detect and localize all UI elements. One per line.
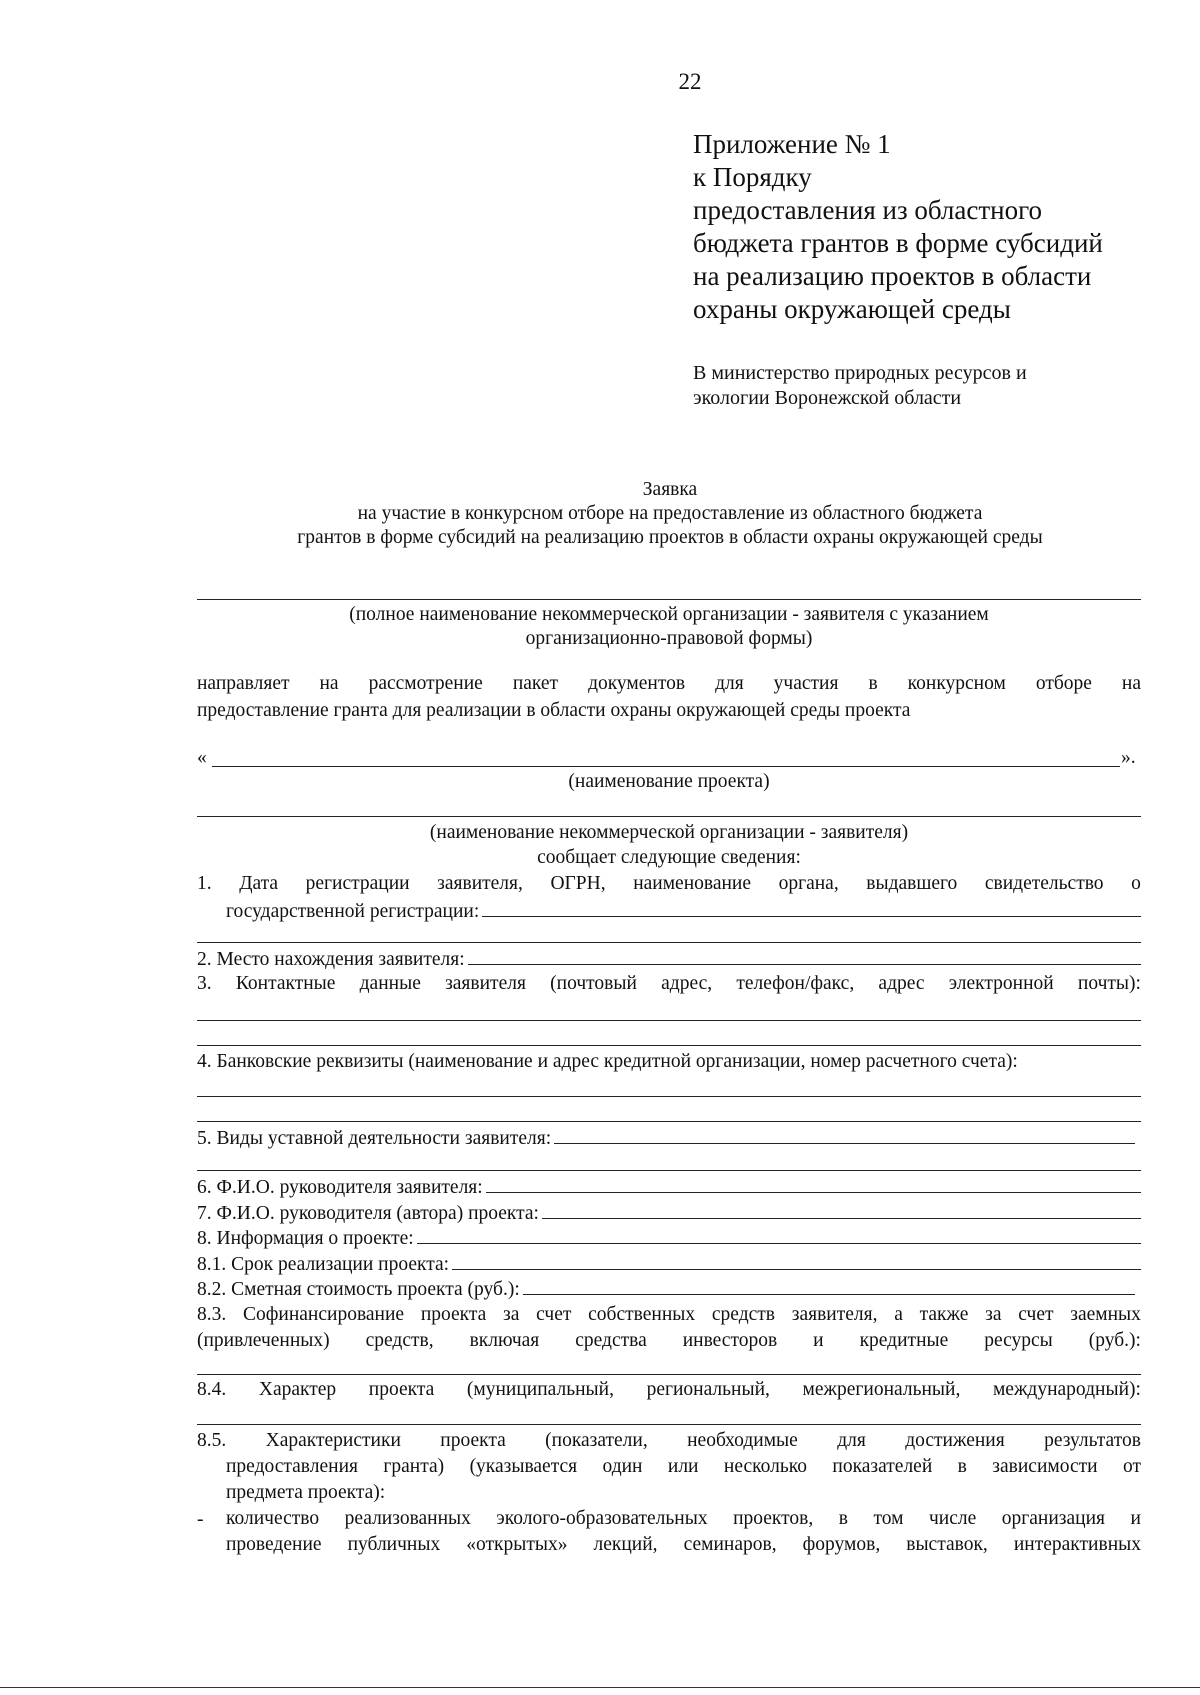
word: эколого-образовательных <box>496 1508 708 1529</box>
word: направляет <box>197 673 290 694</box>
word: телефон/факс, <box>736 973 855 994</box>
author-name-field[interactable] <box>542 1200 1141 1219</box>
word: для <box>715 673 744 694</box>
word: форумов, <box>802 1534 881 1555</box>
org-short-name-caption: (наименование некоммерческой организации - заявителя) <box>429 822 909 843</box>
item-1-label: государственной регистрации: <box>226 901 480 922</box>
contacts-field[interactable] <box>197 1045 1141 1046</box>
word: Софинансирование <box>243 1304 405 1325</box>
word: органа, <box>778 873 839 894</box>
item-4-label: 4. Банковские реквизиты (наименование и адрес кредитной организации, номер расчетного счета): <box>197 1051 1018 1072</box>
word: ОГРН, <box>550 873 606 894</box>
word: числе <box>928 1508 977 1529</box>
appendix-line: к Порядку <box>693 162 812 192</box>
word: гранта) <box>383 1456 445 1477</box>
appendix-line: предоставления из областного <box>693 195 1043 225</box>
appendix-line: на реализацию проектов в области <box>693 261 1092 291</box>
item-8-4-line <box>197 1379 1141 1401</box>
word: организация <box>1001 1508 1105 1529</box>
bullet-marker: - <box>197 1509 204 1530</box>
org-full-name-caption <box>197 603 1141 651</box>
word: конкурсном <box>907 673 1006 694</box>
word: межрегиональный, <box>802 1379 961 1400</box>
title-line: Заявка <box>642 479 698 500</box>
item-8-2-label: 8.2. Сметная стоимость проекта (руб.): <box>197 1279 520 1300</box>
word: участия <box>773 673 839 694</box>
head-name-field[interactable] <box>486 1174 1141 1193</box>
word: заявителя, <box>437 873 523 894</box>
caption-line: (полное наименование некоммерческой организации - заявителя с указанием <box>349 604 989 625</box>
appendix-line: охраны окружающей среды <box>693 294 1011 324</box>
word: интерактивных <box>1013 1534 1141 1555</box>
word: проекта <box>368 1379 435 1400</box>
document-title <box>150 478 1190 550</box>
word: (руб.): <box>1088 1330 1141 1351</box>
word: Характеристики <box>265 1430 401 1451</box>
word: адрес <box>878 973 925 994</box>
word: проекта <box>440 1430 506 1451</box>
word: средств, <box>365 1330 434 1351</box>
activities-field-extra[interactable] <box>197 1170 1141 1171</box>
cost-field[interactable] <box>523 1276 1135 1295</box>
org-full-name-field[interactable] <box>197 599 1141 600</box>
word: (показатели, <box>545 1430 648 1451</box>
activities-field[interactable] <box>554 1125 1135 1144</box>
sends-line-1 <box>197 673 1141 695</box>
item-5 <box>197 1125 1135 1151</box>
quote-open: « <box>197 747 207 768</box>
word: и <box>813 1330 824 1351</box>
word: счет <box>536 1304 572 1325</box>
cofinancing-field[interactable] <box>197 1374 1141 1375</box>
addressee <box>693 361 1027 411</box>
word: предоставления <box>226 1456 358 1477</box>
word: пакет <box>512 673 559 694</box>
word: ресурсы <box>984 1330 1053 1351</box>
word: документов <box>588 673 686 694</box>
word: Дата <box>239 873 279 894</box>
word: (привлеченных) <box>197 1330 330 1351</box>
word: 1. <box>197 873 212 894</box>
bullet-line-2 <box>226 1534 1141 1556</box>
item-7 <box>197 1200 1141 1226</box>
word: в <box>868 673 878 694</box>
item-5-label: 5. Виды уставной деятельности заявителя: <box>197 1128 552 1149</box>
duration-field[interactable] <box>452 1251 1141 1270</box>
registration-field[interactable] <box>482 898 1141 917</box>
item-8-3-line-1 <box>197 1304 1141 1326</box>
item-2 <box>197 946 1141 972</box>
word: в <box>838 1508 848 1529</box>
page-bottom-edge <box>0 1687 1200 1688</box>
word: за <box>985 1304 1002 1325</box>
project-name-caption: (наименование проекта) <box>568 771 770 792</box>
location-field[interactable] <box>468 946 1141 965</box>
word: международный): <box>992 1379 1141 1400</box>
word: а <box>894 1304 903 1325</box>
word: для <box>837 1430 866 1451</box>
item-3-line <box>197 973 1141 995</box>
bullet-line-1 <box>226 1508 1141 1530</box>
word: Характер <box>258 1379 337 1400</box>
word: 3. <box>197 973 212 994</box>
word: на <box>319 673 339 694</box>
word: 8.3. <box>197 1304 227 1325</box>
word: Контактные <box>235 973 336 994</box>
item-1-line-2 <box>226 898 1141 924</box>
word: наименование <box>633 873 752 894</box>
appendix-line: бюджета грантов в форме субсидий <box>693 228 1103 258</box>
item-1-extra-field[interactable] <box>197 942 1141 943</box>
word: том <box>873 1508 904 1529</box>
item-8-label: 8. Информация о проекте: <box>197 1228 414 1249</box>
word: «открытых» <box>466 1534 568 1555</box>
word: в <box>957 1456 967 1477</box>
word: кредитные <box>859 1330 949 1351</box>
title-line: на участие в конкурсном отборе на предоставление из областного бюджета <box>357 503 983 524</box>
word: выдавшего <box>866 873 958 894</box>
word: (муниципальный, <box>466 1379 614 1400</box>
word: отборе <box>1035 673 1092 694</box>
word: зависимости <box>992 1456 1098 1477</box>
item-6 <box>197 1174 1141 1200</box>
item-8-1-label: 8.1. Срок реализации проекта: <box>197 1254 450 1275</box>
word: показателей <box>832 1456 933 1477</box>
word: собственных <box>588 1304 696 1325</box>
quote-close: ». <box>1121 747 1136 768</box>
item-8-3-line-2 <box>197 1330 1141 1352</box>
item-1-line-1 <box>197 873 1141 895</box>
word: средств <box>711 1304 775 1325</box>
word: несколько <box>723 1456 807 1477</box>
word: региональный, <box>646 1379 770 1400</box>
word: (указывается <box>469 1456 578 1477</box>
word: результатов <box>1044 1430 1141 1451</box>
addressee-line: В министерство природных ресурсов и <box>693 362 1027 384</box>
project-character-field[interactable] <box>197 1424 1141 1425</box>
word: или <box>667 1456 699 1477</box>
word: электронной <box>948 973 1054 994</box>
word: данные <box>359 973 421 994</box>
project-name-field[interactable] <box>212 766 1120 767</box>
appendix-header <box>693 128 1103 326</box>
word: лекций, <box>593 1534 658 1555</box>
word: включая <box>469 1330 540 1351</box>
word: заявителя, <box>791 1304 878 1325</box>
bank-details-field[interactable] <box>197 1096 1141 1097</box>
word: от <box>1122 1456 1141 1477</box>
word: средства <box>575 1330 647 1351</box>
item-8-1 <box>197 1251 1141 1277</box>
contacts-field[interactable] <box>197 1020 1141 1021</box>
project-info-field[interactable] <box>417 1225 1141 1244</box>
item-8-2 <box>197 1276 1135 1302</box>
addressee-line: экологии Воронежской области <box>693 387 962 409</box>
word: 8.4. <box>197 1379 227 1400</box>
word: заявителя <box>445 973 526 994</box>
word: (почтовый <box>550 973 637 994</box>
word: инвесторов <box>682 1330 778 1351</box>
word: также <box>919 1304 969 1325</box>
item-7-label: 7. Ф.И.О. руководителя (автора) проекта: <box>197 1203 539 1224</box>
word: адрес, <box>661 973 713 994</box>
word: семинаров, <box>683 1534 777 1555</box>
item-8 <box>197 1225 1141 1251</box>
word: за <box>503 1304 520 1325</box>
word: необходимые <box>687 1430 798 1451</box>
item-2-label: 2. Место нахождения заявителя: <box>197 949 465 970</box>
item-8-5-line-1 <box>197 1430 1141 1452</box>
word: реализованных <box>344 1508 471 1529</box>
word: один <box>602 1456 643 1477</box>
item-8-5-line-2 <box>226 1456 1141 1478</box>
word: проведение <box>226 1534 322 1555</box>
word: о <box>1131 873 1141 894</box>
word: публичных <box>347 1534 441 1555</box>
word: свидетельство <box>984 873 1104 894</box>
word: и <box>1130 1508 1141 1529</box>
word: заемных <box>1070 1304 1141 1325</box>
bank-details-field[interactable] <box>197 1121 1141 1122</box>
word: почты): <box>1077 973 1141 994</box>
word: выставок, <box>906 1534 988 1555</box>
caption-line: организационно-правовой формы) <box>525 628 813 649</box>
word: проектов, <box>733 1508 814 1529</box>
item-8-5-line-3: предмета проекта): <box>226 1482 386 1503</box>
word: достижения <box>905 1430 1005 1451</box>
word: регистрации <box>305 873 410 894</box>
page-number: 22 <box>678 69 702 94</box>
word: рассмотрение <box>368 673 483 694</box>
sends-line-2: предоставление гранта для реализации в области охраны окружающей среды проекта <box>197 700 911 721</box>
word: количество <box>226 1508 320 1529</box>
title-line: грантов в форме субсидий на реализацию проектов в области охраны окружающей среды <box>297 527 1043 548</box>
word: на <box>1121 673 1141 694</box>
word: проекта <box>420 1304 487 1325</box>
org-short-name-field[interactable] <box>197 816 1141 817</box>
word: счет <box>1018 1304 1054 1325</box>
appendix-line: Приложение № 1 <box>693 129 891 159</box>
item-6-label: 6. Ф.И.О. руководителя заявителя: <box>197 1177 483 1198</box>
reports-heading: сообщает следующие сведения: <box>537 847 801 868</box>
word: 8.5. <box>197 1430 227 1451</box>
